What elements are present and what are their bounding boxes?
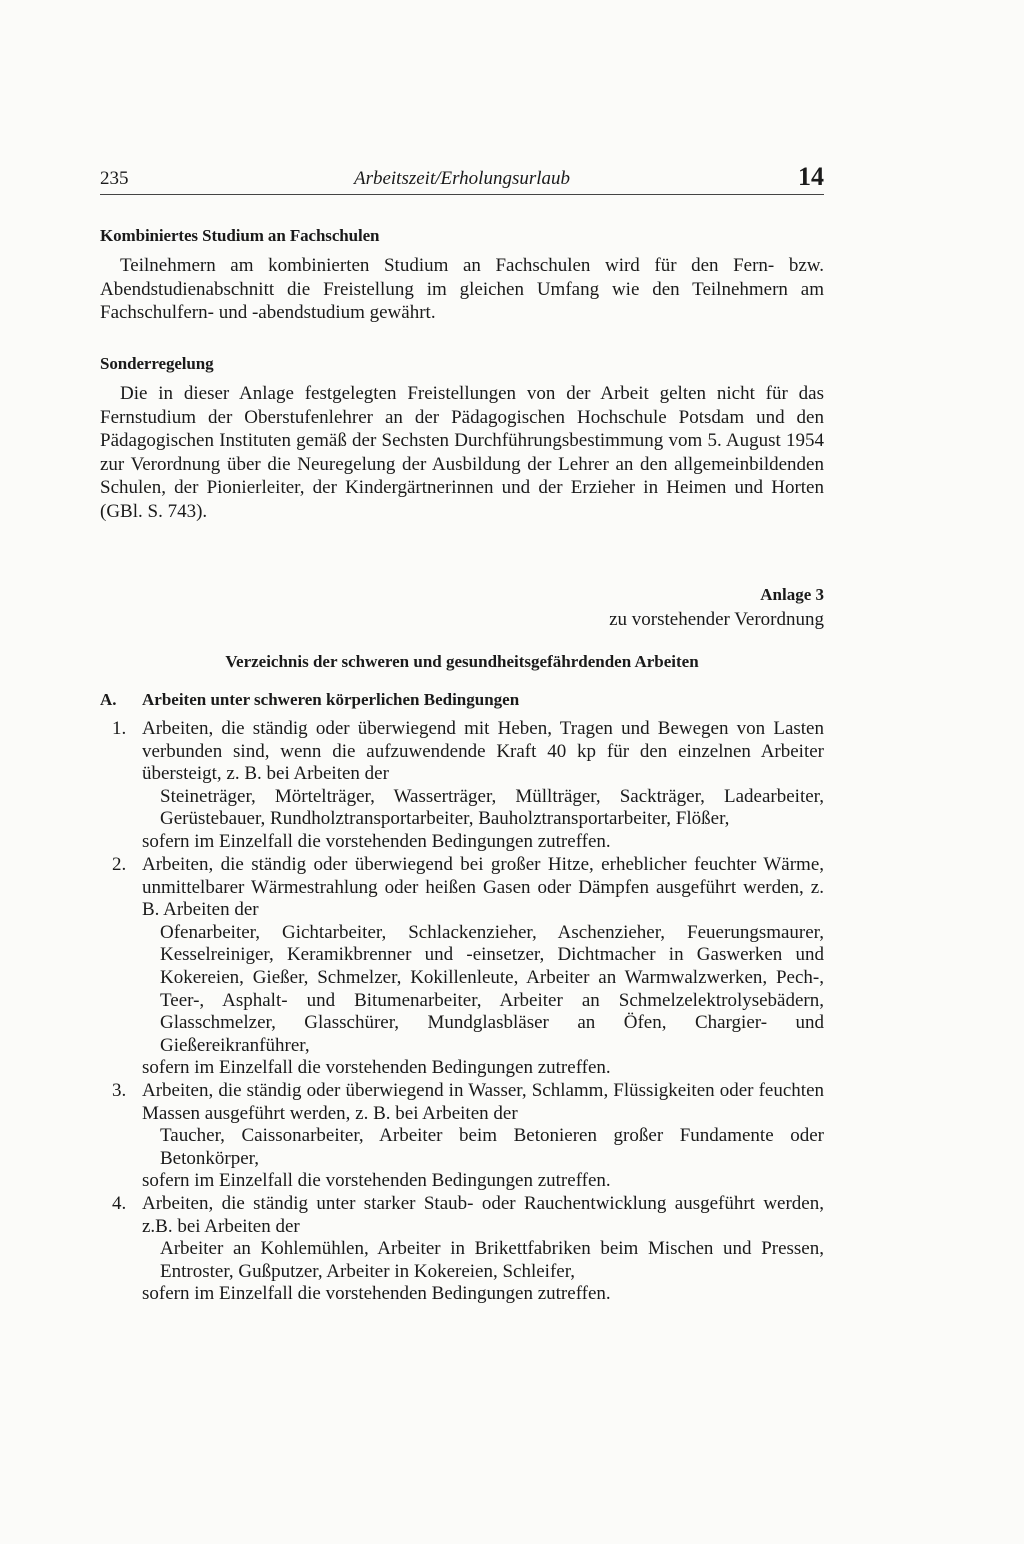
- item-number: 1.: [112, 718, 127, 739]
- item-number: 3.: [112, 1080, 127, 1101]
- item-examples: Taucher, Caissonarbeiter, Arbeiter beim Betonieren großer Fundamente oder Betonkörper,: [160, 1125, 824, 1169]
- running-head: [100, 162, 824, 195]
- item-examples: Ofenarbeiter, Gichtarbeiter, Schlackenzieher, Aschenzieher, Feuerungsmaurer, Kesselreiniger, Keramikbrenner und -einsetzer, Dichtmacher in Gaswerken und Kokereien, Gießer, Schmelzer, Kokillenleute, Arbeiter an Warmwalzwerken, Pech-, Teer-, Asphalt- und Bitumenarbeiter, Arbeiter an Schmelzelektrolysebädern, Glasschmelzer, Glasschürer, Mundglasbläser an Öfen, Chargier- und Gießereikranführer,: [160, 921, 824, 1056]
- section-text-kombiniertes-studium: Teilnehmern am kombinierten Studium an Fachschulen wird für den Fern- bzw. Abendstudienabschnitt die Freistellung im gleichen Umfang wie den Teilnehmern am Fachschulfern- und -abendstudium gewährt.: [100, 255, 824, 323]
- item-examples: Arbeiter an Kohlemühlen, Arbeiter in Brikettfabriken beim Mischen und Pressen, Entroster, Gußputzer, Arbeiter in Kokereien, Schleifer,: [160, 1238, 824, 1282]
- item-intro: Arbeiten, die ständig oder überwiegend in Wasser, Schlamm, Flüssigkeiten oder feuchten Massen ausgeführt werden, z. B. bei Arbeiten der: [142, 1080, 824, 1124]
- document-page: [100, 0, 824, 1544]
- item-number: 2.: [112, 854, 127, 875]
- anlage-title: Anlage 3: [760, 585, 824, 604]
- list-title: Verzeichnis der schweren und gesundheitsgefährdenden Arbeiten: [225, 652, 699, 671]
- item-intro: Arbeiten, die ständig oder überwiegend mit Heben, Tragen und Bewegen von Lasten verbunden sind, wenn die aufzuwendende Kraft 40 kp für den einzelnen Arbeiter übersteigt, z. B. bei Arbeiten der: [142, 718, 824, 785]
- list-item: [100, 718, 824, 854]
- section-heading-sonderregelung: Sonderregelung: [100, 354, 214, 373]
- category-heading: [100, 690, 519, 710]
- item-closing: sofern im Einzelfall die vorstehenden Bedingungen zutreffen.: [142, 1283, 611, 1305]
- list-item: [100, 1080, 824, 1193]
- section-heading-kombiniertes-studium: Kombiniertes Studium an Fachschulen: [100, 226, 380, 245]
- item-intro: Arbeiten, die ständig unter starker Staub- oder Rauchentwicklung ausgeführt werden, z.B. bei Arbeiten der: [142, 1193, 824, 1237]
- chapter-number: 14: [798, 162, 824, 191]
- anlage-subtitle: zu vorstehender Verordnung: [609, 609, 824, 630]
- item-number: 4.: [112, 1193, 127, 1214]
- item-closing: sofern im Einzelfall die vorstehenden Bedingungen zutreffen.: [142, 830, 611, 852]
- category-letter: A.: [100, 690, 117, 709]
- list-item: [100, 854, 824, 1080]
- anlage-block: [609, 584, 824, 631]
- item-closing: sofern im Einzelfall die vorstehenden Bedingungen zutreffen.: [142, 1057, 611, 1079]
- running-head-title: Arbeitszeit/Erholungsurlaub: [353, 168, 571, 189]
- page-number: 235: [100, 168, 129, 189]
- list-item: [100, 1193, 824, 1306]
- category-title: Arbeiten unter schweren körperlichen Bedingungen: [142, 690, 520, 709]
- section-text-sonderregelung: Die in dieser Anlage festgelegten Freistellungen von der Arbeit gelten nicht für das Fernstudium der Oberstufenlehrer an der Pädagogischen Hochschule Potsdam und den Pädagogischen Instituten gemäß der Sechsten Durchführungsbestimmung vom 5. August 1954 zur Verordnung über die Neuregelung der Ausbildung der Lehrer an den allgemeinbildenden Schulen, der Pionierleiter, der Kindergärtnerinnen und der Erzieher in Heimen und Horten (GBl. S. 743).: [100, 383, 824, 522]
- item-examples: Steineträger, Mörtelträger, Wasserträger, Müllträger, Sackträger, Ladearbeiter, Gerüstebauer, Rundholztransportarbeiter, Bauholztransportarbeiter, Flößer,: [160, 785, 824, 830]
- item-intro: Arbeiten, die ständig oder überwiegend bei großer Hitze, erheblicher feuchter Wärme, unmittelbarer Wärmestrahlung oder heißen Gasen oder Dämpfen ausgeführt werden, z. B. Arbeiten der: [142, 854, 824, 921]
- item-closing: sofern im Einzelfall die vorstehenden Bedingungen zutreffen.: [142, 1170, 611, 1192]
